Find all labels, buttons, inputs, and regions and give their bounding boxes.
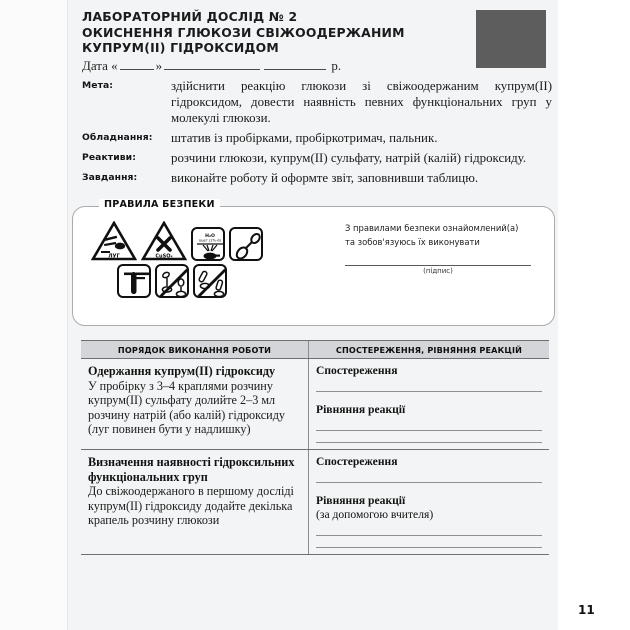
irritant-cuso4-warning-icon: [141, 221, 187, 261]
page-gutter-margin: [0, 0, 68, 630]
equation-note-2: (за допомогою вчителя): [316, 508, 434, 521]
table-header-observations: СПОСТЕРЕЖЕННЯ, РІВНЯННЯ РЕАКЦІЙ: [308, 341, 549, 358]
observation-label-1: Спостереження: [316, 364, 398, 377]
equation-label-1: Рівняння реакції: [316, 403, 406, 416]
page-title: [82, 9, 472, 56]
step-title-2: Визначення наявності гідроксильних функціональних груп: [88, 455, 295, 484]
equation-answer-line-1a[interactable]: [316, 430, 542, 431]
meta-label-reagents: Реактиви:: [82, 152, 136, 163]
title-line-2: ОКИСНЕННЯ ГЛЮКОЗИ СВІЖООДЕРЖАНИМ: [82, 24, 405, 40]
answer-cell-2: [308, 450, 549, 554]
answer-cell-1: [308, 359, 549, 449]
date-quote-close: »: [155, 58, 163, 73]
meta-row-task: [82, 170, 552, 186]
date-day-blank[interactable]: [120, 57, 154, 70]
date-year-suffix: р.: [331, 58, 342, 73]
page-number: 11: [578, 603, 595, 617]
test-tube-holder-icon: [117, 264, 151, 298]
safety-acknowledgement: [345, 221, 541, 275]
meta-text-reagents: розчини глюкози, купрум(II) сульфату, натрій (калій) гідроксиду.: [171, 151, 527, 165]
step-body-2: До свіжоодержаного в першому досліді купрум(II) гідроксиду додайте декілька крапель розчину глюкози: [88, 484, 294, 528]
step-body-1: У пробірку з 3–4 краплями розчину купрум(II) сульфату долийте 2–3 мл розчину натрій (або калій) гідроксиду (луг повинен бути у надлишку): [88, 378, 285, 437]
meta-text-task: виконайте роботу й оформте звіт, заповнивши таблицю.: [171, 171, 479, 185]
observation-label-2: Спостереження: [316, 455, 398, 468]
meta-label-equipment: Обладнання:: [82, 132, 153, 143]
date-year-blank[interactable]: [264, 57, 326, 70]
meta-label-task: Завдання:: [82, 172, 138, 183]
safety-icon-grid: [91, 221, 341, 298]
page-content: [69, 0, 595, 630]
ack-line-1: З правилами безпеки ознайомлений(а): [345, 223, 519, 233]
title-line-3: КУПРУМ(II) ГІДРОКСИДОМ: [82, 40, 279, 55]
no-pouring-over-flame-prohibited-icon: [155, 264, 189, 298]
meta-label-purpose: Мета:: [82, 80, 114, 91]
equation-answer-line-1b[interactable]: [316, 442, 542, 443]
meta-row-reagents: [82, 150, 552, 166]
rinse-with-water-icon: [191, 227, 225, 261]
safety-icon-row-1: [91, 221, 341, 261]
table-header-row: [81, 340, 549, 359]
equation-answer-line-2a[interactable]: [316, 535, 542, 536]
observation-answer-line-1[interactable]: [316, 391, 542, 392]
illustration-placeholder: [476, 10, 546, 68]
safety-icon-row-2: [117, 264, 341, 298]
table-row: [81, 450, 549, 555]
spatula-icon: [229, 227, 263, 261]
safety-rules-box: [72, 199, 555, 326]
table-header-procedure: ПОРЯДОК ВИКОНАННЯ РОБОТИ: [117, 344, 272, 355]
signature-caption: (підпис): [423, 267, 453, 275]
date-field-row: [82, 57, 341, 74]
ack-line-2: та зобов'язуюсь їх виконувати: [345, 237, 480, 247]
table-row: [81, 359, 549, 450]
svg-text:оцет (2%-й): оцет (2%-й): [198, 238, 222, 243]
procedure-cell-2: [81, 450, 308, 554]
date-quote-open: «: [111, 58, 118, 73]
no-heating-test-tube-prohibited-icon: [193, 264, 227, 298]
svg-text:CuSO₄: CuSO₄: [155, 253, 173, 260]
observation-answer-line-2[interactable]: [316, 482, 542, 483]
date-label: Дата: [82, 58, 108, 73]
signature-line[interactable]: [345, 265, 531, 266]
meta-text-equipment: штатив із пробірками, пробіркотримач, пальник.: [171, 131, 438, 145]
equation-label-2: Рівняння реакції: [316, 494, 406, 507]
procedure-cell-1: [81, 359, 308, 449]
svg-text:ЛУГ: ЛУГ: [108, 253, 120, 260]
date-month-blank[interactable]: [164, 57, 260, 70]
meta-row-equipment: [82, 130, 552, 146]
equation-answer-line-2b[interactable]: [316, 547, 542, 548]
meta-text-purpose: здійснити реакцію глюкози зі свіжоодержаним купрум(II) гідроксидом, довести наявність певних функціональних груп у молекулі глюкози.: [171, 79, 552, 125]
title-line-1: ЛАБОРАТОРНИЙ ДОСЛІД № 2: [82, 9, 298, 24]
report-table: [81, 340, 549, 555]
safety-rules-title: ПРАВИЛА БЕЗПЕКИ: [99, 199, 220, 210]
metadata-list: [82, 78, 552, 190]
step-title-1: Одержання купрум(II) гідроксиду: [88, 364, 276, 378]
meta-row-purpose: [82, 78, 552, 126]
corrosive-alkali-warning-icon: [91, 221, 137, 261]
svg-text:H₂O: H₂O: [205, 234, 215, 239]
